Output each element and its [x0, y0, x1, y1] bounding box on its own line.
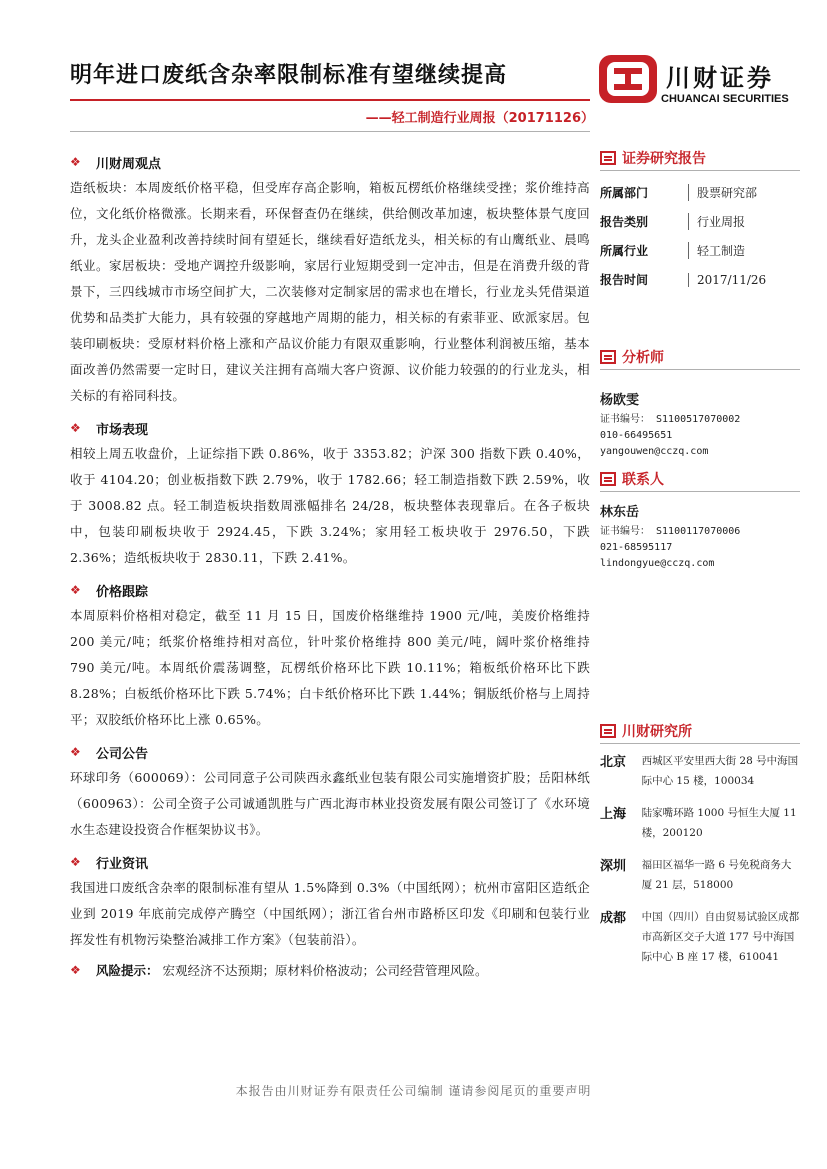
- contact-cert: 证书编号： S1100117070006: [600, 526, 741, 537]
- industry-paragraph: 我国进口废纸含杂率的限制标准有望从 1.5%降到 0.3%（中国纸网）；杭州市富阳区造纸企业到 2019 年底前完成停产腾空（中国纸网）；浙江省台州市路桥区印发《印刷和包装行业挥发性有机物污染整治减排工作方案》（包装前沿）。: [70, 880, 590, 947]
- section-heading-view: [70, 149, 590, 175]
- risk-text: 宏观经济不达预期；原材料价格波动；公司经营管理风险。: [162, 963, 488, 978]
- contact-panel: [600, 469, 800, 572]
- contact-heading: 联系人: [600, 469, 800, 489]
- section-heading-price: [70, 577, 590, 603]
- brand-name-english: CHUANCAI SECURITIES: [661, 93, 789, 105]
- info-row-date: 报告时间 2017/11/26: [600, 272, 767, 287]
- info-row-department: 所属部门 股票研究部: [600, 186, 758, 200]
- document-icon: [600, 151, 616, 165]
- analyst-cert: 证书编号： S1100517070002: [600, 414, 741, 425]
- risk-warning: [70, 957, 590, 983]
- view-paragraph: 造纸板块：本周废纸价格平稳，但受库存高企影响，箱板瓦楞纸价格继续受挫；浆价维持高位，文化纸价格微涨。长期来看，环保督查仍在继续，供给侧改革加速，板块整体景气度回升，龙头企业盈利改善持续时间有望延长，继续看好造纸龙头，相关标的有山鹰纸业、晨鸣纸业。家居板块：受地产调控升级影响，家居行业短期受到一定冲击，但是在消费升级的背景下，三四线城市市场空间扩大，二次装修对定制家居的需求也在增长，行业龙头凭借渠道优势和品类扩大能力，具有较强的穿越地产周期的能力，相关标的有索菲亚、欧派家居。包装印刷板块：受原材料价格上涨和产品议价能力有限双重影响，行业整体利润被压缩，基本面改善仍然需要一定时日，建议关注拥有高端大客户资源、议价能力较强的的行业龙头，相关标的有裕同科技。: [70, 180, 590, 403]
- info-row-category: 报告类别 行业周报: [600, 215, 746, 229]
- analyst-email[interactable]: yangouwen@cczq.com: [600, 446, 709, 457]
- office-shenzhen: 深圳 福田区福华一路 6 号免税商务大厦 21 层，518000: [600, 859, 792, 891]
- sidebar-divider: [600, 491, 800, 492]
- report-info-heading: 证券研究报告: [600, 148, 800, 168]
- chuancai-logo-icon: [598, 54, 658, 104]
- document-icon: [600, 472, 616, 486]
- document-icon: [600, 724, 616, 738]
- section-title: 川财周观点: [96, 156, 162, 172]
- price-paragraph: 本周原料价格相对稳定，截至 11 月 15 日，国废价格继维持 1900 元/吨，美废价格维持 200 美元/吨；纸浆价格维持相对高位，针叶浆价格维持 800 美元/吨，阔叶浆价格维持 790 美元/吨。本周纸价震荡调整，瓦楞纸价格环比下跌 10.11%；箱板纸价格环比下跌 8.28%；白板纸价格环比下跌 5.74%；白卡纸价格环比下跌 1.44%；铜版纸价格与上周持平；双胶纸价格环比上涨 0.65%。: [70, 608, 590, 727]
- diamond-bullet-icon: ❖: [70, 855, 81, 869]
- diamond-bullet-icon: ❖: [70, 745, 81, 759]
- analyst-panel: [600, 347, 800, 460]
- institute-panel: [600, 721, 800, 967]
- section-title: 行业资讯: [96, 856, 149, 872]
- report-subtitle: ——轻工制造行业周报（20171126）: [365, 111, 594, 126]
- analyst-phone: 010-66495651: [600, 430, 673, 441]
- diamond-bullet-icon: ❖: [70, 963, 81, 977]
- office-shanghai: 上海 陆家嘴环路 1000 号恒生大厦 11 楼，200120: [600, 807, 797, 839]
- office-chengdu: 成都 中国（四川）自由贸易试验区成都市高新区交子大道 177 号中海国际中心 B 座 17 楼，610041: [600, 911, 800, 963]
- title-divider: [70, 99, 590, 101]
- info-row-industry: 所属行业 轻工制造: [600, 244, 746, 258]
- diamond-bullet-icon: ❖: [70, 155, 81, 169]
- section-title: 市场表现: [96, 422, 149, 438]
- diamond-bullet-icon: ❖: [70, 421, 81, 435]
- report-title: 明年进口废纸含杂率限制标准有望继续提高: [70, 63, 508, 88]
- risk-label: 风险提示：: [96, 963, 159, 978]
- section-title: 公司公告: [96, 746, 149, 762]
- sidebar-divider: [600, 369, 800, 370]
- document-icon: [600, 350, 616, 364]
- section-heading-company: [70, 739, 590, 765]
- section-heading-industry: [70, 849, 590, 875]
- institute-heading: 川财研究所: [600, 721, 800, 741]
- contact-phone: 021-68595117: [600, 542, 673, 553]
- analyst-heading: 分析师: [600, 347, 800, 367]
- market-paragraph: 相较上周五收盘价，上证综指下跌 0.86%，收于 3353.82；沪深 300 指数下跌 0.40%，收于 4104.20；创业板指数下跌 2.79%，收于 1782.66；轻工制造指数下跌 2.59%，收于 3008.82 点。轻工制造板块指数周涨幅排名 24/28，板块整体表现靠后。在各子板块中，包装印刷板块收于 2924.45，下跌 3.24%；家用轻工板块收于 2976.50，下跌 2.36%；造纸板块收于 2830.11，下跌 2.41%。: [70, 446, 590, 565]
- company-paragraph: 环球印务（600069）：公司同意子公司陕西永鑫纸业包装有限公司实施增资扩股；岳阳林纸（600963）：公司全资子公司诚通凯胜与广西北海市林业投资发展有限公司签订了《水环境水生态建设投资合作框架协议书》。: [70, 770, 590, 837]
- page-footer: 本报告由川财证券有限责任公司编制 谨请参阅尾页的重要声明: [235, 1084, 592, 1098]
- section-heading-market: [70, 415, 590, 441]
- analyst-name: 杨欧雯: [600, 393, 640, 408]
- section-title: 价格跟踪: [96, 584, 149, 600]
- sidebar-divider: [600, 170, 800, 171]
- brand-name: 川财证券: [666, 64, 774, 92]
- office-beijing: 北京 西城区平安里西大街 28 号中海国际中心 15 楼，100034: [600, 755, 799, 787]
- subtitle-divider: [70, 131, 590, 132]
- diamond-bullet-icon: ❖: [70, 583, 81, 597]
- sidebar-divider: [600, 743, 800, 744]
- main-content: [70, 143, 590, 983]
- contact-name: 林东岳: [600, 505, 640, 520]
- contact-email[interactable]: lindongyue@cczq.com: [600, 558, 715, 569]
